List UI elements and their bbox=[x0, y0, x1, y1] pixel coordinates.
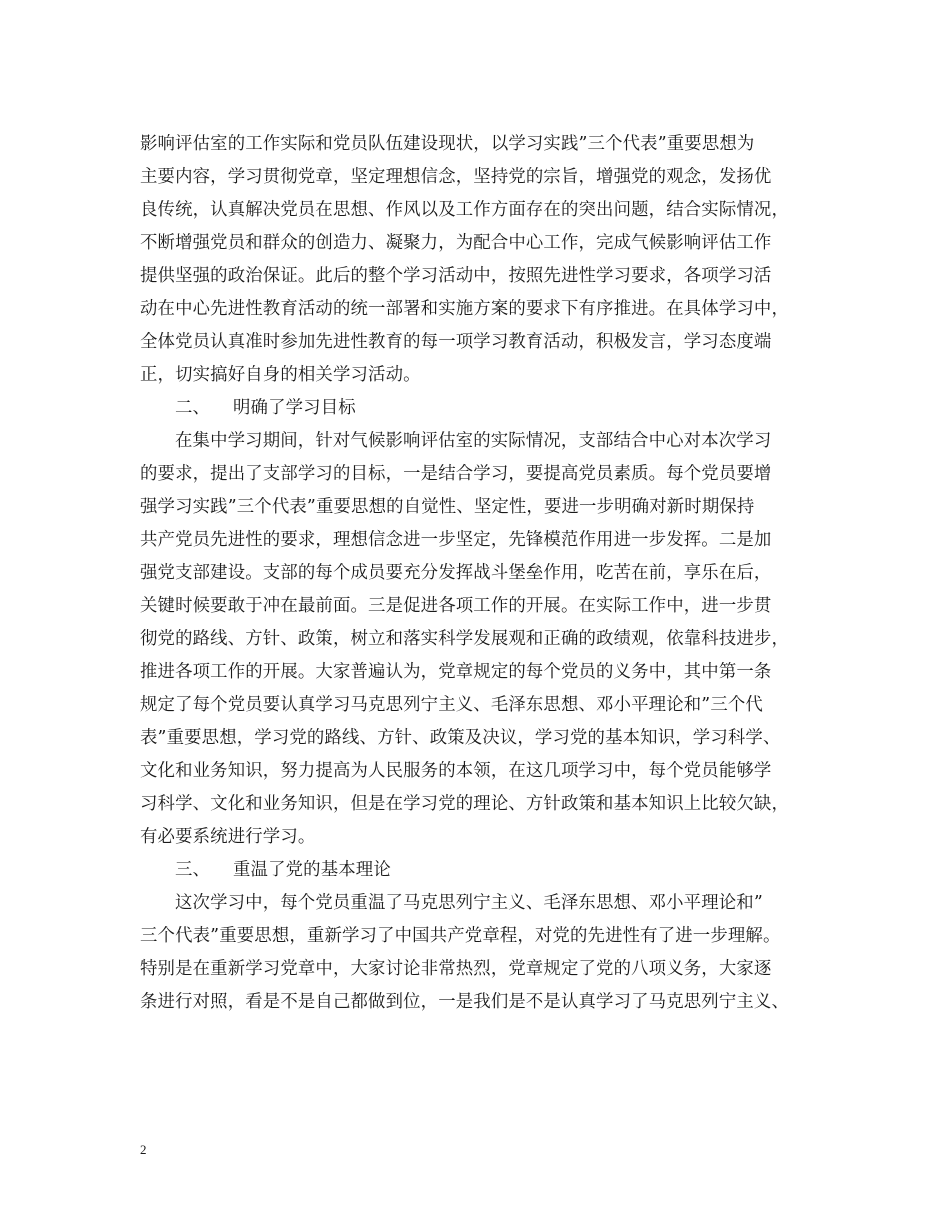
text-line: 强党支部建设。支部的每个成员要充分发挥战斗堡垒作用，吃苦在前，享乐在后， bbox=[140, 563, 772, 583]
text-line: 不断增强党员和群众的创造力、凝聚力，为配合中心工作，完成气候影响评估工作 bbox=[140, 233, 772, 253]
text-line: 表”重要思想，学习党的路线、方针、政策及决议，学习党的基本知识，学习科学、 bbox=[140, 728, 781, 748]
text-line: 在集中学习期间，针对气候影响评估室的实际情况，支部结合中心对本次学习 bbox=[175, 431, 772, 451]
text-line: 关键时候要敢于冲在最前面。三是促进各项工作的开展。在实际工作中，进一步贯 bbox=[140, 596, 772, 616]
text-line: 彻党的路线、方针、政策，树立和落实科学发展观和正确的政绩观，依靠科技进步， bbox=[140, 629, 790, 649]
text-line: 的要求，提出了支部学习的目标，一是结合学习，要提高党员素质。每个党员要增 bbox=[140, 464, 772, 484]
section-title: 重温了党的基本理论 bbox=[233, 860, 391, 880]
text-line: 规定了每个党员要认真学习马克思列宁主义、毛泽东思想、邓小平理论和”三个代 bbox=[140, 695, 763, 715]
text-line: 文化和业务知识，努力提高为人民服务的本领，在这几项学习中，每个党员能够学 bbox=[140, 761, 772, 781]
text-line: 动在中心先进性教育活动的统一部署和实施方案的要求下有序推进。在具体学习中， bbox=[140, 299, 790, 319]
text-line: 这次学习中，每个党员重温了马克思列宁主义、毛泽东思想、邓小平理论和” bbox=[175, 893, 763, 913]
text-line: 有必要系统进行学习。 bbox=[140, 827, 316, 847]
text-line: 共产党员先进性的要求，理想信念进一步坚定，先锋模范作用进一步发挥。二是加 bbox=[140, 530, 772, 550]
section-heading bbox=[175, 860, 865, 880]
text-line: 习科学、文化和业务知识，但是在学习党的理论、方针政策和基本知识上比较欠缺， bbox=[140, 794, 790, 814]
section-number: 二、 bbox=[175, 398, 211, 418]
text-line: 推进各项工作的开展。大家普遍认为，党章规定的每个党员的义务中，其中第一条 bbox=[140, 662, 772, 682]
text-line: 特别是在重新学习党章中，大家讨论非常热烈，党章规定了党的八项义务，大家逐 bbox=[140, 959, 772, 979]
text-line: 良传统，认真解决党员在思想、作风以及工作方面存在的突出问题，结合实际情况， bbox=[140, 200, 790, 220]
section-title: 明确了学习目标 bbox=[233, 398, 356, 418]
text-line: 主要内容，学习贯彻党章，坚定理想信念，坚持党的宗旨，增强党的观念，发扬优 bbox=[140, 167, 772, 187]
text-line: 强学习实践”三个代表”重要思想的自觉性、坚定性，要进一步明确对新时期保持 bbox=[140, 497, 755, 517]
text-line: 全体党员认真准时参加先进性教育的每一项学习教育活动，积极发言，学习态度端 bbox=[140, 332, 772, 352]
text-line: 条进行对照，看是不是自己都做到位，一是我们是不是认真学习了马克思列宁主义、 bbox=[140, 992, 790, 1012]
text-line: 影响评估室的工作实际和党员队伍建设现状，以学习实践”三个代表”重要思想为 bbox=[140, 134, 755, 154]
text-line: 三个代表”重要思想，重新学习了中国共产党章程，对党的先进性有了进一步理解。 bbox=[140, 926, 781, 946]
text-line: 正，切实搞好自身的相关学习活动。 bbox=[140, 365, 421, 385]
page-number: 2 bbox=[140, 1142, 147, 1157]
section-number: 三、 bbox=[175, 860, 211, 880]
section-heading bbox=[175, 398, 865, 418]
text-line: 提供坚强的政治保证。此后的整个学习活动中，按照先进性学习要求，各项学习活 bbox=[140, 266, 772, 286]
